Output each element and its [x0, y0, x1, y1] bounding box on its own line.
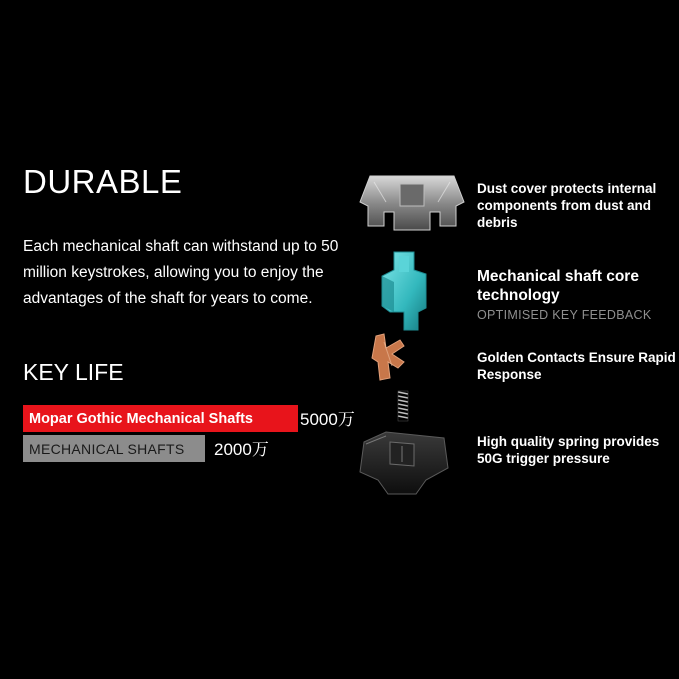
key-life-bar-mechanical — [23, 435, 205, 462]
page-title: DURABLE — [23, 163, 183, 200]
stem-icon — [374, 250, 434, 334]
golden-contact-icon — [370, 332, 412, 382]
golden-contacts-label: Golden Contacts Ensure Rapid Response — [477, 350, 676, 382]
core-tech-sublabel: OPTIMISED KEY FEEDBACK — [477, 308, 652, 322]
dust-cover-icon — [356, 172, 468, 234]
core-tech-label: Mechanical shaft core technology — [477, 268, 639, 304]
durability-description: Each mechanical shaft can withstand up to 50 million keystrokes, allowing you to enjoy the advantages of the shaft for years to come. — [23, 238, 339, 307]
key-life-bar-mechanical-label: MECHANICAL SHAFTS — [29, 440, 185, 457]
key-life-bar-gothic-label: Mopar Gothic Mechanical Shafts — [29, 410, 253, 427]
key-life-bar-gothic — [23, 405, 298, 432]
key-life-bar-gothic-value: 5000万 — [300, 410, 355, 429]
key-life-bar-mechanical-value: 2000万 — [214, 440, 269, 459]
spring-label: High quality spring provides 50G trigger pressure — [477, 434, 660, 466]
dust-cover-label: Dust cover protects internal components from dust and debris — [477, 181, 657, 230]
spring-icon — [395, 390, 411, 422]
bottom-housing-icon — [356, 428, 452, 498]
key-life-title: KEY LIFE — [23, 359, 124, 385]
